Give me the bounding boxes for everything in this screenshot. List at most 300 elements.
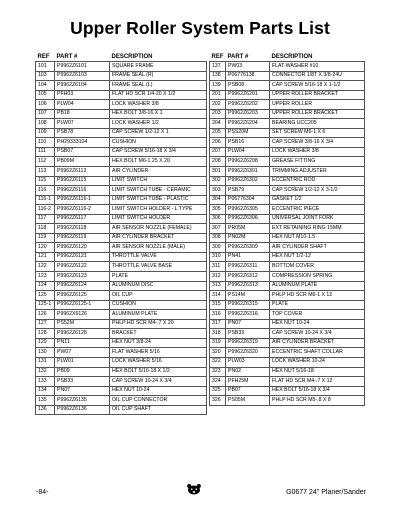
description-cell: UPPER ROLLER BRACKET [270, 109, 365, 119]
table-row [210, 147, 365, 157]
description-cell: ALUMINUM PLATE [270, 281, 365, 291]
part-number-cell: P9962Z6309 [226, 243, 270, 253]
table-row [210, 291, 365, 301]
header-part: PART # [56, 53, 78, 60]
ref-cell: 202 [210, 100, 226, 110]
ref-cell: 127 [36, 319, 55, 329]
ref-cell: 315 [210, 300, 226, 310]
part-number-cell: P9962Z6103 [55, 71, 110, 81]
part-number-cell: P9962Z6118 [55, 224, 110, 234]
model-label: G0677 24" Planer/Sander [286, 489, 366, 496]
description-cell: FLAT WASHER #10 [270, 62, 365, 72]
ref-cell: 106 [36, 100, 55, 110]
ref-cell: 319 [210, 338, 226, 348]
table-row [210, 281, 365, 291]
table-row [36, 396, 207, 406]
part-number-cell: P9962Z6128 [55, 329, 110, 339]
table-row [36, 195, 207, 205]
table-row [210, 348, 365, 358]
ref-cell: 317 [210, 319, 226, 329]
part-number-cell: P9962Z6116-1 [55, 195, 110, 205]
description-cell: AIR CYLINDER [110, 167, 207, 177]
description-cell: COMPRESSION SPRING [270, 272, 365, 282]
description-cell: HEX BOLT M6-1.25 X 20 [110, 157, 207, 167]
table-row [36, 386, 207, 396]
description-cell: FLAT HD SCR M4-.7 X 12 [270, 377, 365, 387]
part-number-cell: P9962Z6116-2 [55, 205, 110, 215]
part-number-cell: P9962Z6101 [55, 62, 110, 72]
part-number-cell: PN02M [226, 233, 270, 243]
ref-cell: 206 [210, 138, 226, 148]
table-header [36, 52, 207, 62]
ref-cell: 117 [36, 214, 55, 224]
description-cell: LOCK WASHER 3/8 [270, 147, 365, 157]
description-cell: CUSHION [110, 300, 207, 310]
header-ref: REF [37, 53, 50, 60]
part-number-cell: P9962Z6135 [55, 396, 110, 406]
ref-cell: 306 [210, 214, 226, 224]
table-row [210, 367, 365, 377]
table-row [210, 396, 365, 406]
table-row [210, 157, 365, 167]
ref-cell: 122 [36, 262, 55, 272]
ref-cell: 136 [36, 405, 55, 415]
part-number-cell: P9962Z6125-1 [55, 300, 110, 310]
part-number-cell: PN41 [226, 252, 270, 262]
part-number-cell: P9962Z6120 [55, 243, 110, 253]
description-cell: EXT RETAINING RING 15MM [270, 224, 365, 234]
ref-cell: 304 [210, 195, 226, 205]
part-number-cell: PN07 [55, 386, 110, 396]
parts-table-left [35, 52, 207, 415]
ref-cell: 111 [36, 147, 55, 157]
ref-cell: 307 [210, 224, 226, 234]
ref-cell: 309 [210, 243, 226, 253]
ref-cell: 116 [36, 186, 55, 196]
part-number-cell: P9962Z6305 [226, 205, 270, 215]
part-number-cell: PW03 [226, 62, 270, 72]
ref-cell: 138 [210, 71, 226, 81]
table-row [210, 81, 365, 91]
ref-cell: 121 [36, 252, 55, 262]
description-cell: LIMIT SWITCH HOLDER [110, 214, 207, 224]
table-row [210, 386, 365, 396]
part-number-cell: P9962Z6315 [226, 300, 270, 310]
ref-cell: 103 [36, 71, 55, 81]
description-cell: HEX BOLT 5/16-18 X 1/2 [110, 367, 207, 377]
description-cell: ALUMINUM DISC [110, 281, 207, 291]
description-cell: THROTTLE VALVE BASE [110, 262, 207, 272]
ref-cell: 123 [36, 272, 55, 282]
table-row [210, 252, 365, 262]
part-number-cell: PSB08 [226, 81, 270, 91]
table-row [36, 329, 207, 339]
ref-cell: 132 [36, 367, 55, 377]
description-cell: AIR CYLINDER BRACKET [110, 233, 207, 243]
description-cell: UPPER ROLLER BRACKET [270, 90, 365, 100]
description-cell: CAP SCREW 5/16-18 X 1-1/2 [270, 81, 365, 91]
table-row [36, 62, 207, 72]
description-cell: TRIMMING ADJUSTER [270, 167, 365, 177]
ref-cell: 318 [210, 329, 226, 339]
part-number-cell: PN02 [226, 367, 270, 377]
part-number-cell: PLW04 [55, 100, 110, 110]
table-row [210, 138, 365, 148]
ref-cell: 108 [36, 119, 55, 129]
table-row [210, 100, 365, 110]
description-cell: PHLP HD SCR M5-.8 X 8 [270, 396, 365, 406]
part-number-cell: P9962Z6124 [55, 281, 110, 291]
description-cell: ECCENTRIC SHAFT COLLAR [270, 348, 365, 358]
description-cell: FRAME SEAL (L) [110, 81, 207, 91]
part-number-cell: PB07 [226, 386, 270, 396]
part-number-cell: PFH03 [55, 90, 110, 100]
part-number-cell: P9962Z6312 [226, 272, 270, 282]
description-cell: GASKET 1/2 [270, 195, 365, 205]
ref-cell: 112 [36, 157, 55, 167]
parts-table-right [209, 52, 365, 406]
ref-cell: 131 [36, 357, 55, 367]
table-row [210, 109, 365, 119]
part-number-cell: PSB07 [55, 147, 110, 157]
table-row [36, 272, 207, 282]
ref-cell: 324 [210, 377, 226, 387]
table-row [36, 100, 207, 110]
table-row [210, 167, 365, 177]
description-cell: GREASE FITTING [270, 157, 365, 167]
ref-cell: 125-1 [36, 300, 55, 310]
description-cell: UNIVERSAL JOINT FORK [270, 214, 365, 224]
table-row [36, 157, 207, 167]
part-number-cell: PSB33 [226, 329, 270, 339]
part-number-cell: P9962Z6316 [226, 310, 270, 320]
description-cell: TOP COVER [270, 310, 365, 320]
description-cell: CAP SCREW 1/2-12 X 1 [110, 128, 207, 138]
ref-cell: 110 [36, 138, 55, 148]
ref-cell: 101 [36, 62, 55, 72]
description-cell: ECCENTRIC ROD [270, 176, 365, 186]
table-row [36, 176, 207, 186]
table-row [36, 243, 207, 253]
ref-cell: 107 [36, 109, 55, 119]
part-number-cell: P9962Z6123 [55, 272, 110, 282]
table-row [210, 319, 365, 329]
table-row [36, 90, 207, 100]
description-cell: CAP SCREW 1/2-12 X 3-1/2 [270, 186, 365, 196]
grizzly-bear-logo-icon [186, 483, 202, 495]
table-row [210, 176, 365, 186]
part-number-cell: PS05M [226, 396, 270, 406]
ref-cell: 105 [36, 90, 55, 100]
ref-cell: 301 [210, 167, 226, 177]
page-title: Upper Roller System Parts List [70, 18, 330, 38]
part-number-cell: PB09M [55, 157, 110, 167]
table-row [210, 186, 365, 196]
table-row [210, 300, 365, 310]
description-cell: CONNECTOR 1/8T X 3/8-24U [270, 71, 365, 81]
part-number-cell: PR05M [226, 224, 270, 234]
part-number-cell: PSB33 [55, 377, 110, 387]
ref-cell: 320 [210, 348, 226, 358]
part-number-cell: P9962Z6202 [226, 100, 270, 110]
table-row [210, 205, 365, 215]
table-row [36, 405, 207, 415]
header-description: DESCRIPTION [271, 53, 313, 60]
ref-cell: 208 [210, 157, 226, 167]
part-number-cell: PSB79 [226, 186, 270, 196]
description-cell: BEARING UCC205 [270, 119, 365, 129]
part-number-cell: P9962Z6122 [55, 262, 110, 272]
description-cell: CAP SCREW 5/16-18 X 3/4 [110, 147, 207, 157]
part-number-cell: PB18 [55, 109, 110, 119]
ref-cell: 129 [36, 338, 55, 348]
part-number-cell: PLW03 [226, 357, 270, 367]
description-cell: LIMIT SWITCH [110, 176, 207, 186]
part-number-cell: PS52M [55, 319, 110, 329]
part-number-cell: P9962Z6208 [226, 157, 270, 167]
page-number: -84- [36, 489, 49, 496]
ref-cell: 133 [36, 377, 55, 387]
table-row [36, 224, 207, 234]
ref-cell: 130 [36, 348, 55, 358]
ref-cell: 310 [210, 252, 226, 262]
part-number-cell: P06776138 [226, 71, 270, 81]
part-number-cell: PSS20M [226, 128, 270, 138]
description-cell: LOCK WASHER 10-24 [270, 357, 365, 367]
ref-cell: 302 [210, 176, 226, 186]
description-cell: CAP SCREW 3/8-16 X 3/4 [270, 138, 365, 148]
part-number-cell: P9962Z6116 [55, 186, 110, 196]
table-row [36, 71, 207, 81]
ref-cell: 308 [210, 233, 226, 243]
description-cell: HEX NUT 3/8-24 [110, 338, 207, 348]
table-row [210, 243, 365, 253]
table-row [210, 119, 365, 129]
ref-cell: 139 [210, 81, 226, 91]
description-cell: AIR CYLINDER BRACKET [270, 338, 365, 348]
description-cell: LOCK WASHER 5/16 [110, 357, 207, 367]
ref-cell: 205 [210, 128, 226, 138]
ref-cell: 323 [210, 367, 226, 377]
description-cell: OIL CUP CONNECTOR [110, 396, 207, 406]
ref-cell: 312 [210, 272, 226, 282]
table-row [36, 252, 207, 262]
description-cell: HEX BOLT 3/8-16 X 1 [110, 109, 207, 119]
description-cell: FLAT HD SCR 1/4-20 X 1/2 [110, 90, 207, 100]
description-cell: PHLP HD SCR M4-.7 X 20 [110, 319, 207, 329]
description-cell: LIMIT SWITCH HOLDER - L TYPE [110, 205, 207, 215]
description-cell: SQUARE FRAME [110, 62, 207, 72]
ref-cell: 116-1 [36, 195, 55, 205]
description-cell: LIMIT SWITCH TUBE - CERAMIC [110, 186, 207, 196]
ref-cell: 314 [210, 291, 226, 301]
part-number-cell: P9962Z6301 [226, 167, 270, 177]
description-cell: PHLP HD SCR M6-1 X 12 [270, 291, 365, 301]
description-cell: OIL CUP [110, 291, 207, 301]
ref-cell: 303 [210, 186, 226, 196]
ref-cell: 203 [210, 109, 226, 119]
ref-cell: 128 [36, 329, 55, 339]
ref-cell: 204 [210, 119, 226, 129]
ref-cell: 137 [210, 62, 226, 72]
description-cell: SET SCREW M6-1 X 6 [270, 128, 365, 138]
part-number-cell: P9962Z6136 [55, 405, 110, 415]
ref-cell: 316 [210, 310, 226, 320]
table-row [210, 62, 365, 72]
table-row [36, 147, 207, 157]
table-row [210, 214, 365, 224]
table-row [36, 319, 207, 329]
description-cell: BOTTOM COVER [270, 262, 365, 272]
table-row [210, 262, 365, 272]
table-row [36, 262, 207, 272]
part-number-cell: P9962Z6117 [55, 214, 110, 224]
part-number-cell: P9962Z6125 [55, 291, 110, 301]
part-number-cell: P9962Z6320 [226, 348, 270, 358]
description-cell: HEX NUT 1/2-12 [270, 252, 365, 262]
table-row [36, 186, 207, 196]
part-number-cell: PS14M [226, 291, 270, 301]
ref-cell: 134 [36, 386, 55, 396]
table-row [36, 367, 207, 377]
table-row [210, 338, 365, 348]
table-row [36, 119, 207, 129]
table-row [36, 81, 207, 91]
part-number-cell: P9962Z6311 [226, 262, 270, 272]
table-row [36, 138, 207, 148]
ref-cell: 201 [210, 90, 226, 100]
table-row [36, 128, 207, 138]
table-row [36, 291, 207, 301]
part-number-cell: P9962Z6201 [226, 90, 270, 100]
part-number-cell: P9962Z6113 [55, 167, 110, 177]
part-number-cell: P9962Z6203 [226, 109, 270, 119]
description-cell: BRACKET [110, 329, 207, 339]
description-cell: PLATE [110, 272, 207, 282]
header-description: DESCRIPTION [111, 53, 153, 60]
table-row [210, 357, 365, 367]
part-number-cell: P9962Z6121 [55, 252, 110, 262]
table-row [36, 377, 207, 387]
part-number-cell: P9962Z6302 [226, 176, 270, 186]
ref-cell: 120 [36, 243, 55, 253]
description-cell: LIMIT SWITCH TUBE - PLASTIC [110, 195, 207, 205]
description-cell: THROTTLE VALVE [110, 252, 207, 262]
ref-cell: 124 [36, 281, 55, 291]
part-number-cell: PN07 [226, 319, 270, 329]
part-number-cell: P9962Z6306 [226, 214, 270, 224]
description-cell: AIR CYLINDER SHAFT [270, 243, 365, 253]
ref-cell: 115 [36, 176, 55, 186]
table-row [36, 167, 207, 177]
table-row [36, 205, 207, 215]
ref-cell: 119 [36, 233, 55, 243]
ref-cell: 113 [36, 167, 55, 177]
part-number-cell: PW07 [55, 348, 110, 358]
ref-cell: 125 [36, 291, 55, 301]
part-number-cell: PLW07 [55, 119, 110, 129]
table-row [36, 338, 207, 348]
ref-cell: 118 [36, 224, 55, 234]
header-ref: REF [211, 53, 224, 60]
description-cell: ECCENTRIC PIECE [270, 205, 365, 215]
ref-cell: 305 [210, 205, 226, 215]
part-number-cell: PH29333104 [55, 138, 110, 148]
part-number-cell: PLW04 [226, 147, 270, 157]
description-cell: HEX NUT M10-1.5 [270, 233, 365, 243]
description-cell: HEX BOLT 5/16-18 X 3/4 [270, 386, 365, 396]
table-row [210, 224, 365, 234]
description-cell: AIR SENSOR NOZZLE (FEMALE) [110, 224, 207, 234]
header-part: PART # [227, 53, 249, 60]
ref-cell: 326 [210, 396, 226, 406]
part-number-cell: PFH25M [226, 377, 270, 387]
table-row [210, 233, 365, 243]
table-row [36, 310, 207, 320]
table-row [210, 272, 365, 282]
table-row [36, 357, 207, 367]
table-row [36, 281, 207, 291]
part-number-cell: P06776304 [226, 195, 270, 205]
part-number-cell: PLW01 [55, 357, 110, 367]
part-number-cell: PSB16 [226, 138, 270, 148]
ref-cell: 109 [36, 128, 55, 138]
part-number-cell: P9962Z6104 [55, 81, 110, 91]
ref-cell: 313 [210, 281, 226, 291]
description-cell: AIR SENSOR NOZZLE (MALE) [110, 243, 207, 253]
ref-cell: 104 [36, 81, 55, 91]
description-cell: HEX NUT 10-24 [270, 319, 365, 329]
table-row [210, 90, 365, 100]
description-cell: HEX NUT 5/16-18 [270, 367, 365, 377]
table-header [210, 52, 365, 62]
part-number-cell: P9962Z6319 [226, 338, 270, 348]
part-number-cell: P9962Z6119 [55, 233, 110, 243]
table-row [210, 195, 365, 205]
part-number-cell: PSB78 [55, 128, 110, 138]
ref-cell: 311 [210, 262, 226, 272]
table-row [210, 377, 365, 387]
ref-cell: 322 [210, 357, 226, 367]
description-cell: PLATE [270, 300, 365, 310]
description-cell: CAP SCREW 10-24 X 3/4 [270, 329, 365, 339]
table-row [210, 71, 365, 81]
table-row [210, 310, 365, 320]
description-cell: FLAT WASHER 5/16 [110, 348, 207, 358]
table-row [36, 300, 207, 310]
description-cell: ALUMINUM PLATE [110, 310, 207, 320]
description-cell: LOCK WASHER 1/2 [110, 119, 207, 129]
description-cell: HEX NUT 10-24 [110, 386, 207, 396]
part-number-cell: P9962Z6204 [226, 119, 270, 129]
table-row [210, 128, 365, 138]
description-cell: LOCK WASHER 3/8 [110, 100, 207, 110]
description-cell: OIL CUP SHAFT [110, 405, 207, 415]
table-row [210, 329, 365, 339]
description-cell: CUSHION [110, 138, 207, 148]
ref-cell: 135 [36, 396, 55, 406]
description-cell: FRAME SEAL (R) [110, 71, 207, 81]
part-number-cell: PB09 [55, 367, 110, 377]
part-number-cell: P9962X6126 [55, 310, 110, 320]
description-cell: UPPER ROLLER [270, 100, 365, 110]
part-number-cell: P9962Z6115 [55, 176, 110, 186]
table-row [36, 214, 207, 224]
ref-cell: 126 [36, 310, 55, 320]
table-row [36, 348, 207, 358]
description-cell: CAP SCREW 10-24 X 3/4 [110, 377, 207, 387]
part-number-cell: P9962Z6313 [226, 281, 270, 291]
